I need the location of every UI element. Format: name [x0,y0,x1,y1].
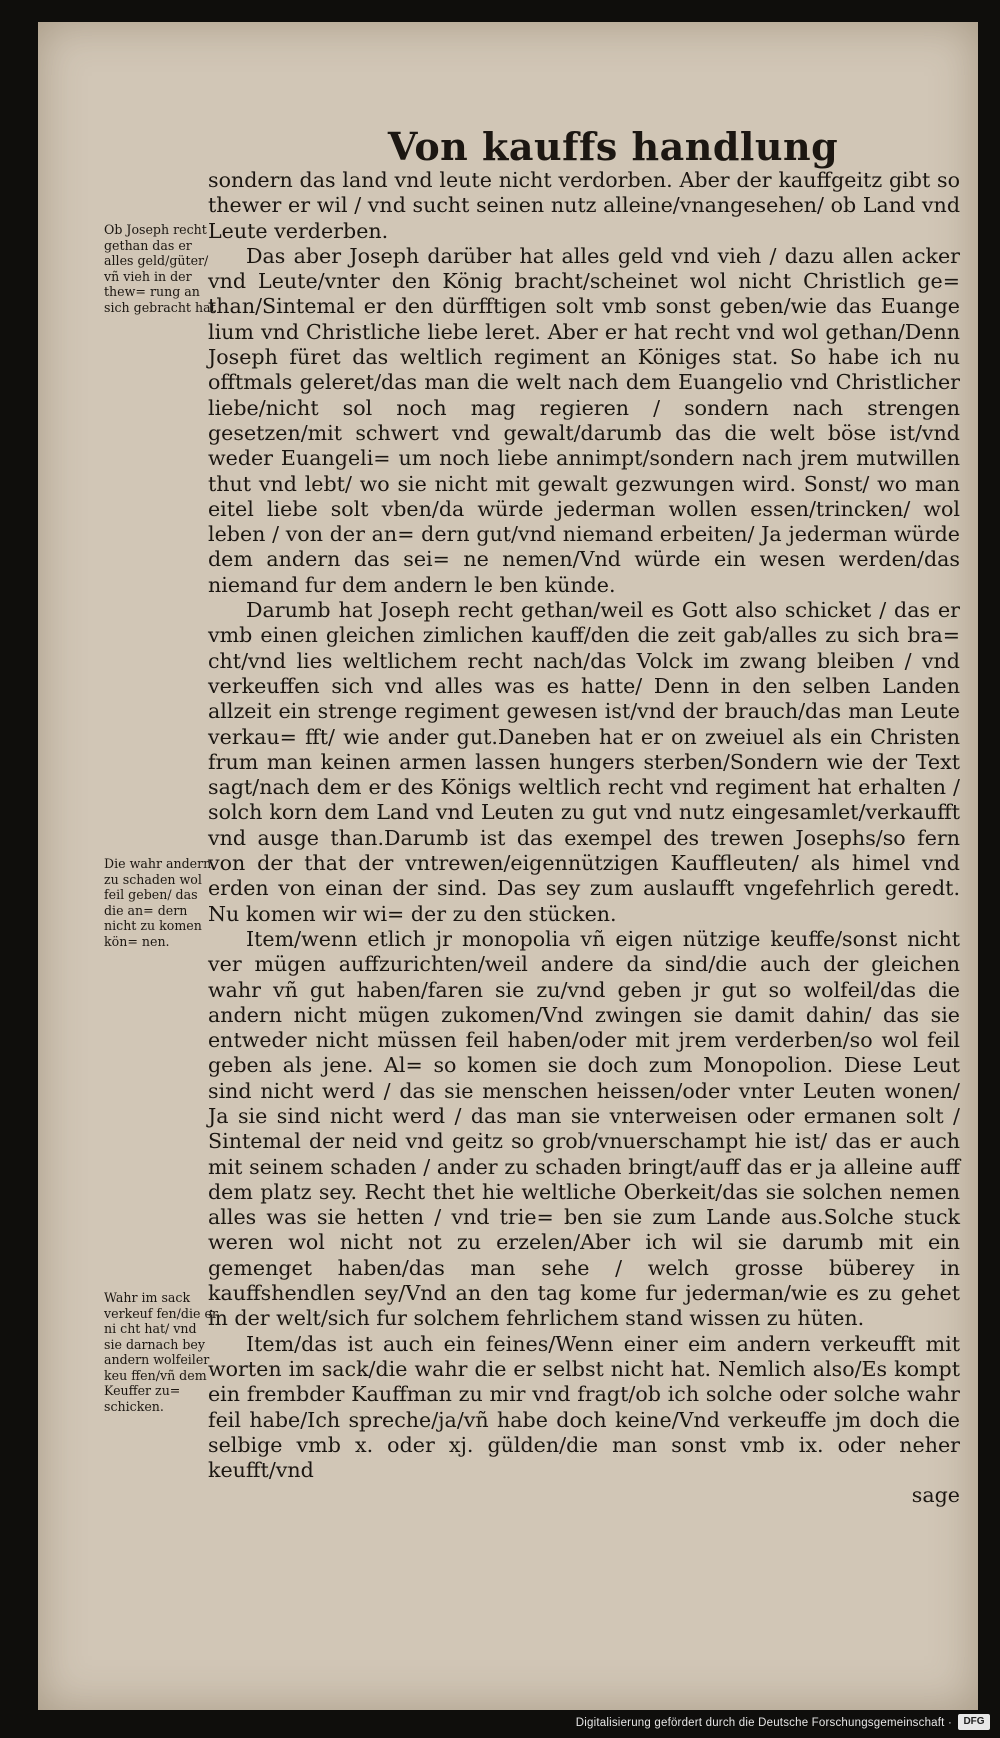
catchword: sage [911,1483,960,1508]
marginal-note-joseph: Ob Joseph recht gethan das er alles geld/güter/ vñ vieh in der thew= rung an sich gebracht hat [104,222,216,315]
dfg-logo-icon: DFG [958,1714,990,1730]
page-heading: Von kauffs handlung [387,124,839,169]
paragraph-4: Item/wenn etlich jr monopolia vñ eigen nützige keuffe/sonst nicht ver mügen auffzurichten/weil andere da sind/die auch der gleichen wahr vñ gut haben/faren sie zu/vnd geben jr gut so wolfeil/das die andern nicht mügen zukomen/Vnd zwingen sie damit dahin/ das sie entweder nicht müssen feil haben/oder mit jrem verderben/so wol feil geben als jene. Al= so komen sie doch zum Monopolion. Diese Leut sind nicht werd / das sie menschen heissen/oder vnter Leuten wonen/ Ja sie sind nicht werd / das man sie vnterweisen oder ermanen solt / Sintemal der neid vnd geitz so grob/vnuerschampt hie ist/ das er auch mit seinem schaden / ander zu schaden bringt/auff das er ja alleine auff dem platz sey. Recht thet hie weltliche Oberkeit/das sie solchen nemen alles was sie hetten / vnd trie= ben sie zum Lande aus.Solche stuck weren wol nicht not zu erzelen/Aber ich wil sie darumb mit ein gemenget haben/das man sehe / welch grosse büberey in kauffshendlen sey/Vnd an den tag kome fur jederman/wie es zu gehet in der welt/sich fur solchem fehrlichem stand wissen zu hüten. [208,926,960,1331]
paragraph-1: sondern das land vnd leute nicht verdorben. Aber der kauffgeitz gibt so thewer er wil / vnd sucht seinen nutz alleine/vnangesehen/ ob Land vnd Leute verderben. [208,168,960,243]
marginal-note-wahr-im-sack: Wahr im sack verkeuf fen/die er ni cht hat/ vnd sie darnach bey andern wolfeiler keu ffen/vñ dem Keuffer zu= schicken. [104,1290,218,1414]
paragraph-5: Item/das ist auch ein feines/Wenn einer eim andern verkeufft mit worten im sack/die wahr die er selbst nicht hat. Nemlich also/Es kompt ein frembder Kauffman zu mir vnd fragt/ob ich solche oder solche wahr feil habe/Ich spreche/ja/vñ habe doch keine/Vnd verkeuffe jm doch die selbige vmb x. oder xj. gülden/die man sonst vmb ix. oder neher keufft/vnd [208,1331,960,1483]
footer-credit: Digitalisierung gefördert durch die Deutsche Forschungsgemeinschaft · [575,1717,952,1729]
main-text-block [208,168,960,1509]
paragraph-2: Das aber Joseph darüber hat alles geld vnd vieh / dazu allen acker vnd Leute/vnter den König bracht/scheinet wol nicht Christlich ge= than/Sintemal er den dürfftigen solt vmb sonst geben/wie das Euange lium vnd Christliche liebe leret. Aber er hat recht vnd wol gethan/Denn Joseph füret das weltlich regiment an Königes stat. So habe ich nu offtmals geleret/das man die welt nach dem Euangelio vnd Christlicher liebe/nicht sol noch mag regieren / sondern nach strengen gesetzen/mit schwert vnd gewalt/darumb das die welt böse ist/vnd weder Euangeli= um noch liebe annimpt/sondern nach jrem mutwillen thut vnd lebt/ wo sie nicht mit gewalt gezwungen wird. Sonst/ wo man eitel liebe solt vben/da würde jederman wollen essen/trincken/ wol leben / von der an= dern gut/vnd niemand erbeiten/ Ja jederman würde dem andern das sei= ne nemen/Vnd würde ein wesen werden/das niemand fur dem andern le ben künde. [208,243,960,597]
paragraph-3: Darumb hat Joseph recht gethan/weil es Gott also schicket / das er vmb einen gleichen zimlichen kauff/den die zeit gab/alles zu sich bra= cht/vnd lies weltlichem recht nach/das Volck im zwang bleiben / vnd verkeuffen sich vnd alles was es hatte/ Denn in den selben Landen allzeit ein strenge regiment gewesen ist/vnd der brauch/das man Leute verkau= fft/ wie ander gut.Daneben hat er on zweiuel als ein Christen frum man keinen armen lassen hungers sterben/Sondern wie der Text sagt/nach dem er des Königs weltlich recht vnd regiment hat erhalten / solch korn dem Land vnd Leuten zu gut vnd nutz eingesamlet/verkaufft vnd ausge than.Darumb ist das exempel des trewen Josephs/so fern von der that der vntrewen/eigennützigen Kauffleuten/ als himel vnd erden von einan der sind. Das sey zum auslaufft vngefehrlich geredt. Nu komen wir wi= der zu den stücken. [208,598,960,926]
marginal-note-wahr-feil: Die wahr andern zu schaden wol feil geben/ das die an= dern nicht zu komen kön= nen. [104,856,212,949]
book-page [38,22,978,1710]
